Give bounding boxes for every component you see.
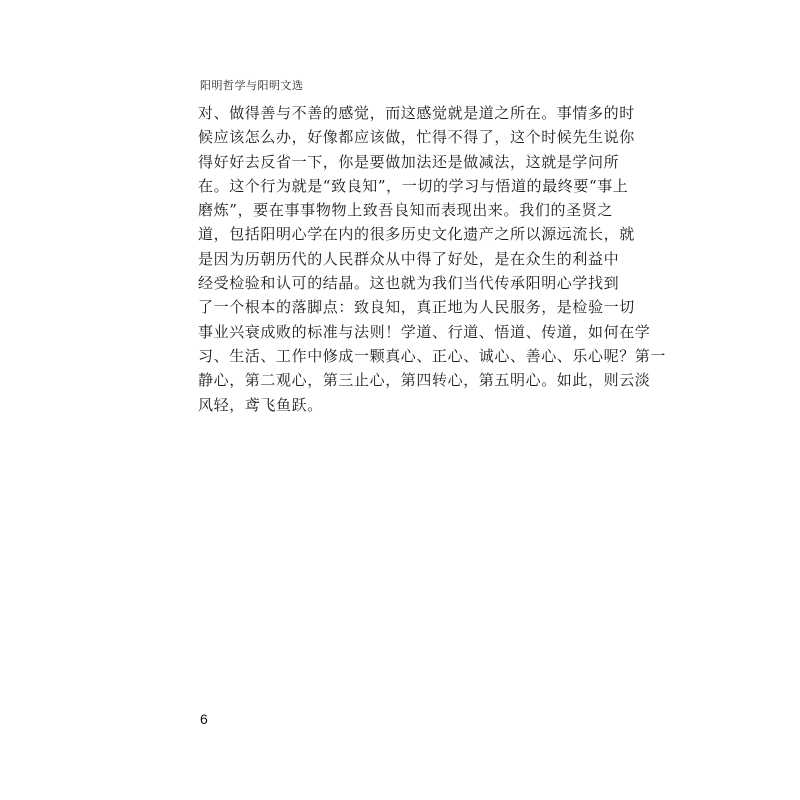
text-line: 道，包括阳明心学在内的很多历史文化遗产之所以源远流长，就 (198, 225, 635, 244)
text-line: 事业兴衰成败的标准与法则！学道、行道、悟道、传道，如何在学 (198, 322, 651, 341)
page-number: 6 (200, 711, 208, 727)
body-text (198, 101, 667, 417)
text-line: 了一个根本的落脚点：致良知，真正地为人民服务，是检验一切 (198, 298, 635, 317)
text-line: 经受检验和认可的结晶。这也就为我们当代传承阳明心学找到 (198, 274, 620, 293)
text-line: 对、做得善与不善的感觉，而这感觉就是道之所在。事情多的时 (198, 104, 635, 122)
text-line: 磨炼”，要在事事物物上致吾良知而表现出来。我们的圣贤之 (198, 201, 613, 220)
text-line: 候应该怎么办，好像都应该做，忙得不得了，这个时候先生说你 (198, 128, 635, 147)
text-line: 静心，第二观心，第三止心，第四转心，第五明心。如此，则云淡 (198, 371, 651, 390)
text-line: 在。这个行为就是“致良知”，一切的学习与悟道的最终要“事上 (198, 176, 629, 195)
text-line: 是因为历朝历代的人民群众从中得了好处，是在众生的利益中 (198, 249, 620, 268)
text-line-last: 风轻，鸢飞鱼跃。 (198, 395, 323, 414)
running-header: 阳明哲学与阳明文选 (200, 79, 304, 92)
text-line: 习、生活、工作中修成一颗真心、正心、诚心、善心、乐心呢？第一 (198, 346, 667, 365)
text-line: 得好好去反省一下，你是要做加法还是做减法，这就是学问所 (198, 152, 620, 171)
